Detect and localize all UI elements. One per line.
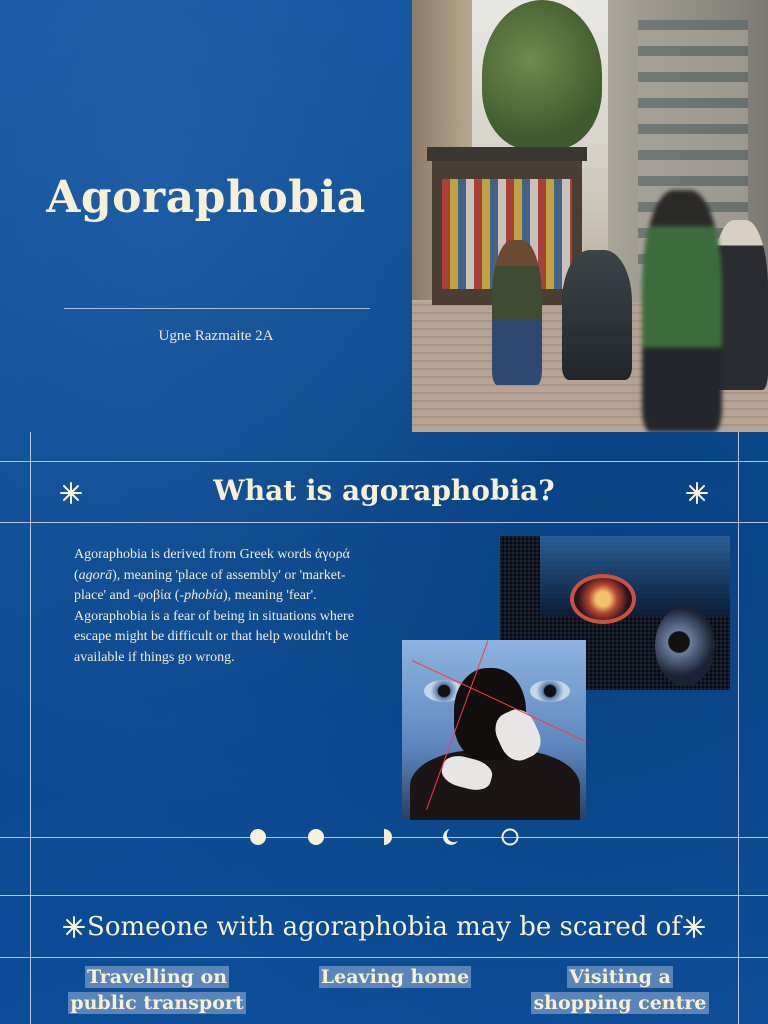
sparkle-star-icon: [683, 916, 705, 938]
eye-illustration-iris: [570, 574, 636, 624]
grid-line-under-heading: [0, 522, 768, 523]
scared-of-heading: [0, 911, 768, 942]
fear-item-label: Visiting a shopping centre: [533, 966, 707, 1014]
photo-tree: [482, 0, 602, 150]
moon-phase-icon: [306, 827, 326, 847]
moon-phase-icon: [500, 827, 520, 847]
definition-paragraph: [74, 545, 374, 607]
author-line: Ugne Razmaite 2A: [158, 328, 274, 344]
moon-phase-icon: [248, 827, 268, 847]
grid-line-section: [0, 895, 768, 896]
definition-part: ), meaning 'place of assembly' or 'market-place' and -φοβία (-: [74, 567, 346, 603]
sparkle-star-icon: [63, 916, 85, 938]
definition-text: [74, 545, 374, 668]
section-heading: What is agoraphobia?: [213, 474, 555, 507]
grid-line-top: [0, 461, 768, 462]
fear-item-label: Travelling on public transport: [70, 966, 244, 1014]
street-scene-photo: [412, 0, 768, 432]
moon-phase-icon: [440, 827, 460, 847]
figure-eye-right: [530, 680, 570, 702]
definition-part: Agoraphobia is derived from Greek words ἀγορά (: [74, 547, 350, 583]
presentation-title: Agoraphobia: [46, 172, 366, 223]
definition-part: ), meaning 'fear'.: [222, 588, 317, 603]
scared-of-heading-text: Someone with agoraphobia may be scared of: [87, 912, 681, 942]
explanation-paragraph: Agoraphobia is a fear of being in situations where escape might be difficult or that help wouldn't be available if things go wrong.: [74, 608, 354, 665]
moon-phase-icon: [374, 827, 394, 847]
photo-pedestrian-blurred: [642, 190, 722, 432]
fearful-figure-illustration: [402, 640, 586, 820]
fear-item-label: Leaving home: [320, 966, 470, 988]
photo-pedestrian-stroller: [562, 250, 632, 380]
photo-pedestrian: [492, 240, 542, 385]
photo-kiosk-roof: [427, 147, 587, 161]
definition-part-italic: agorā: [78, 567, 113, 583]
fear-item: [520, 964, 720, 1016]
definition-part-italic: phobía: [184, 588, 223, 603]
grid-line-list: [0, 957, 768, 958]
title-divider: [64, 308, 370, 309]
fear-item: [315, 964, 475, 990]
eye-illustration-second-eye: [655, 606, 715, 686]
fear-item: [52, 964, 262, 1016]
